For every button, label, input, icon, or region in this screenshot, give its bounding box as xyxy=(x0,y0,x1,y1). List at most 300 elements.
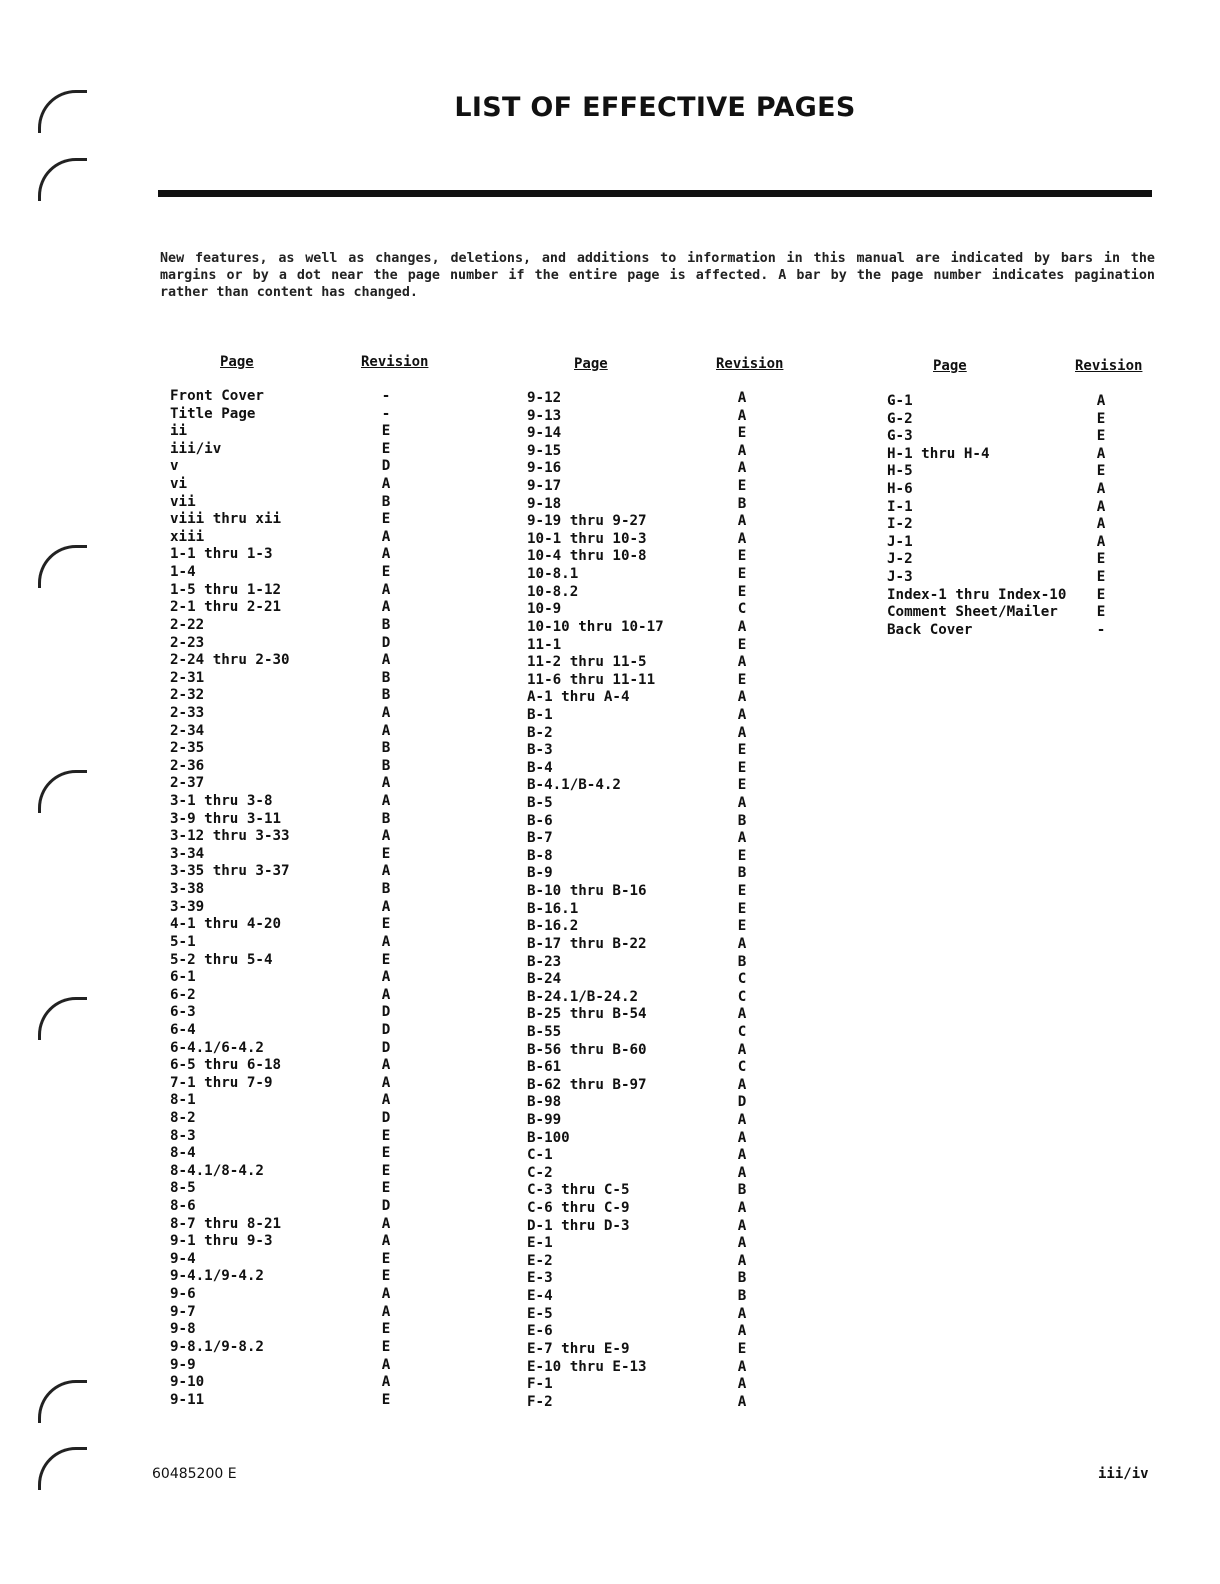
page-entry: 10-10 thru 10-17 xyxy=(527,618,664,635)
revision-entry: A xyxy=(381,793,391,810)
list-item xyxy=(170,705,410,723)
page-title: LIST OF EFFECTIVE PAGES xyxy=(454,92,856,123)
revision-entry: A xyxy=(381,1233,391,1250)
revision-entry: A xyxy=(381,704,391,721)
list-item xyxy=(527,408,766,426)
page-entry: 6-5 thru 6-18 xyxy=(170,1057,282,1074)
page-entry: Comment Sheet/Mailer xyxy=(887,604,1058,621)
page-entry: B-8 xyxy=(527,847,553,864)
list-item xyxy=(527,1112,766,1130)
page-entry: 9-19 thru 9-27 xyxy=(527,513,647,530)
page-entry: E-4 xyxy=(527,1288,553,1305)
page-entry: A-1 thru A-4 xyxy=(527,689,630,706)
list-item xyxy=(170,564,410,582)
list-item xyxy=(170,1092,410,1110)
page-entry: 9-1 thru 9-3 xyxy=(170,1233,273,1250)
revision-entry: E xyxy=(381,564,391,581)
page-entry: 10-1 thru 10-3 xyxy=(527,530,647,547)
list-item xyxy=(887,446,1125,464)
list-item xyxy=(170,934,410,952)
revision-entry: C xyxy=(737,1059,747,1076)
revision-entry: A xyxy=(1096,445,1106,462)
revision-entry: A xyxy=(381,546,391,563)
page-entry: 2-34 xyxy=(170,722,205,739)
revision-entry: E xyxy=(1096,410,1106,427)
revision-entry: A xyxy=(1096,533,1106,550)
page-entry: 3-1 thru 3-8 xyxy=(170,793,273,810)
page-entry: B-2 xyxy=(527,724,553,741)
list-item xyxy=(527,584,766,602)
list-item xyxy=(527,1059,766,1077)
page-entry: ii xyxy=(170,423,188,440)
revision-entry: B xyxy=(737,812,747,829)
list-item xyxy=(170,1321,410,1339)
page-entry: 8-4 xyxy=(170,1145,196,1162)
revision-entry: B xyxy=(737,865,747,882)
list-item xyxy=(170,670,410,688)
page-entry: C-6 thru C-9 xyxy=(527,1200,630,1217)
revision-entry: A xyxy=(737,1147,747,1164)
revision-entry: A xyxy=(737,1076,747,1093)
revision-entry: A xyxy=(737,1235,747,1252)
revision-entry: A xyxy=(381,1092,391,1109)
revision-entry: E xyxy=(737,918,747,935)
revision-entry: A xyxy=(1096,481,1106,498)
punch-hole xyxy=(38,158,87,201)
list-item xyxy=(527,830,766,848)
revision-entry: E xyxy=(381,440,391,457)
page-entry: 9-17 xyxy=(527,478,562,495)
list-item xyxy=(527,848,766,866)
list-item xyxy=(527,513,766,531)
page-entry: 3-34 xyxy=(170,845,205,862)
list-item xyxy=(887,411,1125,429)
page-entry: 2-22 xyxy=(170,616,205,633)
list-item xyxy=(170,1357,410,1375)
list-item xyxy=(170,1198,410,1216)
list-item xyxy=(170,687,410,705)
page-entry: G-1 xyxy=(887,393,913,409)
page-list-column xyxy=(887,393,1125,640)
list-item xyxy=(170,617,410,635)
revision-entry: A xyxy=(381,863,391,880)
revision-entry: A xyxy=(737,513,747,530)
page-entry: 10-4 thru 10-8 xyxy=(527,548,647,565)
page-entry: B-61 xyxy=(527,1059,562,1076)
page-number: iii/iv xyxy=(1098,1466,1149,1482)
revision-entry: E xyxy=(1096,428,1106,445)
list-item xyxy=(527,1165,766,1183)
revision-entry: B xyxy=(381,669,391,686)
page-entry: 7-1 thru 7-9 xyxy=(170,1074,273,1091)
list-item xyxy=(170,916,410,934)
page-entry: B-24 xyxy=(527,971,562,988)
intro-paragraph: New features, as well as changes, deletions, and additions to information in this manual are indicated by bars in the margins or by a dot near the page number if the entire page is affected. A bar by the page number indicates pagination rather than content has changed. xyxy=(160,251,1155,300)
page-entry: 8-6 xyxy=(170,1198,196,1215)
revision-entry: B xyxy=(381,493,391,510)
revision-entry: D xyxy=(381,1004,391,1021)
revision-entry: D xyxy=(381,1198,391,1215)
revision-entry: B xyxy=(381,881,391,898)
revision-entry: D xyxy=(381,458,391,475)
punch-hole xyxy=(38,1447,87,1490)
list-item xyxy=(170,582,410,600)
page-entry: 9-11 xyxy=(170,1391,205,1408)
revision-entry: A xyxy=(737,1358,747,1375)
revision-entry: A xyxy=(737,1164,747,1181)
column-header-revision: Revision xyxy=(361,354,429,370)
list-item xyxy=(170,793,410,811)
revision-entry: E xyxy=(381,1268,391,1285)
page-list-column xyxy=(170,388,410,1409)
column-header-revision: Revision xyxy=(716,356,784,372)
list-item xyxy=(170,1075,410,1093)
list-item xyxy=(170,1163,410,1181)
page-entry: B-62 thru B-97 xyxy=(527,1076,647,1093)
page-entry: 9-8 xyxy=(170,1321,196,1338)
page-entry: B-4.1/B-4.2 xyxy=(527,777,621,794)
revision-entry: A xyxy=(381,1286,391,1303)
list-item xyxy=(887,463,1125,481)
list-item xyxy=(527,1182,766,1200)
list-item xyxy=(527,496,766,514)
list-item xyxy=(527,865,766,883)
list-item xyxy=(527,1006,766,1024)
list-item xyxy=(170,1110,410,1128)
page-entry: H-5 xyxy=(887,463,913,480)
list-item xyxy=(170,423,410,441)
revision-entry: B xyxy=(737,1270,747,1287)
list-item xyxy=(170,811,410,829)
list-item xyxy=(170,1268,410,1286)
list-item xyxy=(170,828,410,846)
page-entry: B-55 xyxy=(527,1023,562,1040)
page-entry: B-9 xyxy=(527,865,553,882)
list-item xyxy=(527,1376,766,1394)
list-item xyxy=(170,1128,410,1146)
page-entry: 2-23 xyxy=(170,634,205,651)
revision-entry: E xyxy=(737,671,747,688)
list-item xyxy=(170,863,410,881)
list-item xyxy=(527,689,766,707)
revision-entry: A xyxy=(381,1356,391,1373)
revision-entry: E xyxy=(381,1162,391,1179)
revision-entry: A xyxy=(737,1305,747,1322)
list-item xyxy=(527,760,766,778)
page-entry: viii thru xii xyxy=(170,511,282,528)
list-item xyxy=(527,1270,766,1288)
list-item xyxy=(527,1130,766,1148)
page-entry: 6-4 xyxy=(170,1021,196,1038)
page-entry: Title Page xyxy=(170,405,256,422)
revision-entry: A xyxy=(737,724,747,741)
revision-entry: A xyxy=(381,986,391,1003)
list-item xyxy=(527,725,766,743)
list-item xyxy=(527,1218,766,1236)
list-item xyxy=(527,1288,766,1306)
revision-entry: A xyxy=(737,935,747,952)
page-entry: 2-24 thru 2-30 xyxy=(170,652,290,669)
revision-entry: B xyxy=(381,810,391,827)
revision-entry: A xyxy=(737,1200,747,1217)
page-entry: 11-2 thru 11-5 xyxy=(527,654,647,671)
list-item xyxy=(527,1253,766,1271)
page-entry: 9-10 xyxy=(170,1374,205,1391)
revision-entry: E xyxy=(1096,463,1106,480)
page-entry: 9-9 xyxy=(170,1356,196,1373)
revision-entry: A xyxy=(737,1323,747,1340)
page-entry: 9-4 xyxy=(170,1250,196,1267)
list-item xyxy=(170,599,410,617)
page-entry: B-3 xyxy=(527,742,553,759)
revision-entry: D xyxy=(381,634,391,651)
list-item xyxy=(527,1200,766,1218)
page-entry: C-1 xyxy=(527,1147,553,1164)
revision-entry: A xyxy=(737,530,747,547)
revision-entry: E xyxy=(381,1338,391,1355)
revision-entry: A xyxy=(381,1374,391,1391)
revision-entry: D xyxy=(381,1039,391,1056)
list-item xyxy=(527,1394,766,1412)
page-entry: B-6 xyxy=(527,812,553,829)
list-item xyxy=(170,1392,410,1410)
page-entry: B-5 xyxy=(527,795,553,812)
page-entry: J-3 xyxy=(887,569,913,586)
list-item xyxy=(527,1323,766,1341)
list-item xyxy=(527,1359,766,1377)
revision-entry: A xyxy=(737,830,747,847)
list-item xyxy=(170,1022,410,1040)
revision-entry: E xyxy=(1096,604,1106,621)
list-item xyxy=(170,740,410,758)
list-item xyxy=(527,813,766,831)
list-item xyxy=(527,601,766,619)
page-entry: 9-15 xyxy=(527,442,562,459)
page-entry: G-3 xyxy=(887,428,913,445)
page-entry: 3-35 thru 3-37 xyxy=(170,863,290,880)
revision-entry: A xyxy=(381,1215,391,1232)
page-entry: B-16.1 xyxy=(527,900,579,917)
page-entry: 8-5 xyxy=(170,1180,196,1197)
revision-entry: A xyxy=(381,476,391,493)
list-item xyxy=(527,1094,766,1112)
page-entry: 10-8.2 xyxy=(527,583,579,600)
revision-entry: D xyxy=(381,1021,391,1038)
revision-entry: A xyxy=(381,722,391,739)
list-item xyxy=(527,654,766,672)
revision-entry: A xyxy=(737,689,747,706)
list-item xyxy=(527,1024,766,1042)
page-entry: 6-4.1/6-4.2 xyxy=(170,1039,264,1056)
list-item xyxy=(170,969,410,987)
page-entry: H-6 xyxy=(887,481,913,498)
revision-entry: A xyxy=(737,706,747,723)
revision-entry: E xyxy=(737,636,747,653)
page-entry: B-25 thru B-54 xyxy=(527,1006,647,1023)
list-item xyxy=(170,406,410,424)
revision-entry: E xyxy=(381,1145,391,1162)
page-entry: Back Cover xyxy=(887,621,973,638)
revision-entry: B xyxy=(381,616,391,633)
page-entry: E-7 thru E-9 xyxy=(527,1340,630,1357)
page-entry: B-98 xyxy=(527,1094,562,1111)
page-entry: E-2 xyxy=(527,1252,553,1269)
page-entry: xiii xyxy=(170,528,205,545)
list-item xyxy=(527,566,766,584)
revision-entry: B xyxy=(381,757,391,774)
revision-entry: A xyxy=(1096,393,1106,409)
list-item xyxy=(527,619,766,637)
list-item xyxy=(170,388,410,406)
revision-entry: A xyxy=(381,581,391,598)
page-entry: E-1 xyxy=(527,1235,553,1252)
revision-entry: C xyxy=(737,1023,747,1040)
page-entry: 9-18 xyxy=(527,495,562,512)
list-item xyxy=(887,604,1125,622)
page-entry: 10-8.1 xyxy=(527,566,579,583)
punch-hole xyxy=(38,1380,87,1423)
list-item xyxy=(527,971,766,989)
page-entry: 9-8.1/9-8.2 xyxy=(170,1338,264,1355)
list-item xyxy=(170,458,410,476)
list-item xyxy=(170,511,410,529)
revision-entry: A xyxy=(737,1217,747,1234)
revision-entry: E xyxy=(737,847,747,864)
list-item xyxy=(170,1180,410,1198)
revision-entry: A xyxy=(737,390,747,406)
list-item xyxy=(170,987,410,1005)
list-item xyxy=(170,529,410,547)
page-entry: J-2 xyxy=(887,551,913,568)
revision-entry: A xyxy=(381,969,391,986)
list-item xyxy=(527,390,766,408)
page-entry: 2-35 xyxy=(170,740,205,757)
title-rule xyxy=(158,190,1152,197)
list-item xyxy=(887,481,1125,499)
page-entry: 11-6 thru 11-11 xyxy=(527,671,656,688)
list-item xyxy=(170,846,410,864)
page-entry: Front Cover xyxy=(170,388,264,404)
revision-entry: E xyxy=(1096,586,1106,603)
revision-entry: E xyxy=(737,742,747,759)
list-item xyxy=(170,775,410,793)
list-item xyxy=(170,952,410,970)
punch-hole xyxy=(38,997,87,1040)
revision-entry: C xyxy=(737,988,747,1005)
revision-entry: D xyxy=(381,1109,391,1126)
revision-entry: A xyxy=(381,898,391,915)
page-entry: Index-1 thru Index-10 xyxy=(887,586,1067,603)
punch-hole xyxy=(38,545,87,588)
revision-entry: B xyxy=(737,953,747,970)
list-item xyxy=(887,587,1125,605)
page-entry: 3-12 thru 3-33 xyxy=(170,828,290,845)
list-item xyxy=(527,989,766,1007)
page-entry: B-7 xyxy=(527,830,553,847)
page-entry: 5-2 thru 5-4 xyxy=(170,951,273,968)
revision-entry: A xyxy=(381,599,391,616)
page-entry: F-1 xyxy=(527,1376,553,1393)
list-item xyxy=(170,881,410,899)
page-entry: 2-32 xyxy=(170,687,205,704)
page-entry: E-10 thru E-13 xyxy=(527,1358,647,1375)
list-item xyxy=(527,918,766,936)
page-entry: I-1 xyxy=(887,498,913,515)
list-item xyxy=(170,1339,410,1357)
list-item xyxy=(527,883,766,901)
page-entry: 8-4.1/8-4.2 xyxy=(170,1162,264,1179)
revision-entry: E xyxy=(381,951,391,968)
page-entry: E-5 xyxy=(527,1305,553,1322)
page-entry: 2-33 xyxy=(170,704,205,721)
revision-entry: A xyxy=(737,1129,747,1146)
revision-entry: E xyxy=(381,423,391,440)
page-entry: 5-1 xyxy=(170,933,196,950)
page-entry: H-1 thru H-4 xyxy=(887,445,990,462)
list-item xyxy=(887,428,1125,446)
revision-entry: E xyxy=(737,900,747,917)
revision-entry: E xyxy=(737,883,747,900)
list-item xyxy=(527,460,766,478)
revision-entry: E xyxy=(381,1250,391,1267)
column-header-page: Page xyxy=(574,356,608,372)
revision-entry: A xyxy=(381,528,391,545)
list-item xyxy=(527,443,766,461)
list-item xyxy=(887,569,1125,587)
list-item xyxy=(527,954,766,972)
page-entry: C-3 thru C-5 xyxy=(527,1182,630,1199)
page-entry: 2-1 thru 2-21 xyxy=(170,599,282,616)
list-item xyxy=(170,758,410,776)
revision-entry: A xyxy=(1096,498,1106,515)
list-item xyxy=(170,1374,410,1392)
page-entry: E-6 xyxy=(527,1323,553,1340)
list-item xyxy=(170,1004,410,1022)
page-entry: 9-13 xyxy=(527,407,562,424)
revision-entry: E xyxy=(737,478,747,495)
revision-entry: A xyxy=(381,1303,391,1320)
column-header-page: Page xyxy=(933,358,967,374)
revision-entry: E xyxy=(737,759,747,776)
list-item xyxy=(887,551,1125,569)
page-entry: 6-2 xyxy=(170,986,196,1003)
list-item xyxy=(170,1233,410,1251)
list-item xyxy=(170,476,410,494)
revision-entry: A xyxy=(737,618,747,635)
page-entry: 1-1 thru 1-3 xyxy=(170,546,273,563)
page-entry: 9-7 xyxy=(170,1303,196,1320)
revision-entry: A xyxy=(737,407,747,424)
page-entry: 9-14 xyxy=(527,425,562,442)
list-item xyxy=(527,936,766,954)
list-item xyxy=(527,1341,766,1359)
revision-entry: - xyxy=(381,388,391,404)
page-entry: F-2 xyxy=(527,1393,553,1410)
page-entry: 8-2 xyxy=(170,1109,196,1126)
page-entry: E-3 xyxy=(527,1270,553,1287)
page-entry: v xyxy=(170,458,179,475)
list-item xyxy=(887,393,1125,411)
list-item xyxy=(887,499,1125,517)
revision-entry: E xyxy=(737,425,747,442)
page-entry: vi xyxy=(170,476,188,493)
revision-entry: A xyxy=(381,775,391,792)
list-item xyxy=(170,1057,410,1075)
revision-entry: E xyxy=(737,1340,747,1357)
revision-entry: A xyxy=(737,1393,747,1410)
list-item xyxy=(527,901,766,919)
page-entry: 8-7 thru 8-21 xyxy=(170,1215,282,1232)
